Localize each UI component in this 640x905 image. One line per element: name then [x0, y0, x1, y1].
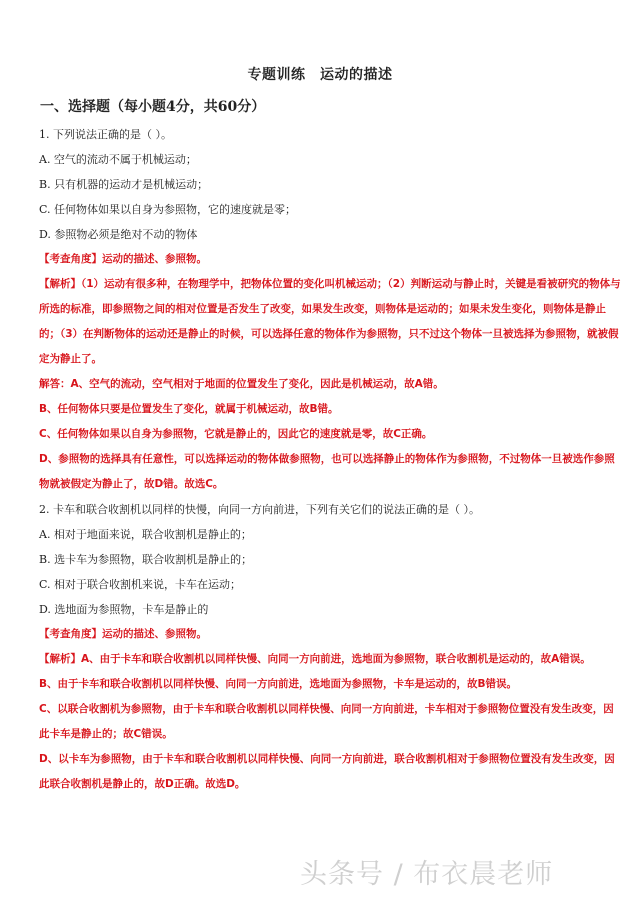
question-1-option-d: D. 参照物必须是绝对不动的物体 — [39, 228, 198, 241]
question-1-option-b: B. 只有机器的运动才是机械运动； — [39, 178, 209, 191]
question-2-option-b: B. 选卡车为参照物，联合收割机是静止的； — [39, 553, 253, 566]
section-heading: 一、选择题（每小题4分，共60分） — [40, 99, 266, 115]
question-1-solution-c: C、任何物体如果以自身为参照物，它就是静止的，因此它的速度就是零，故C正确。 — [39, 428, 433, 440]
question-1-solution-a: 解答：A、空气的流动，空气相对于地面的位置发生了变化，因此是机械运动，故A错。 — [39, 378, 444, 390]
analysis-label: 【解析】 — [39, 278, 81, 290]
question-2-exam-angle — [18, 622, 624, 647]
exam-angle-text: 运动的描述、参照物。 — [102, 628, 207, 640]
question-1-stem: 1. 下列说法正确的是（ ）。 — [39, 128, 172, 141]
document-body — [18, 122, 624, 797]
question-2-stem: 2. 卡车和联合收割机以同样的快慢，向同一方向前进，下列有关它们的说法正确的是（ ）。 — [39, 503, 480, 516]
exam-angle-label: 【考查角度】 — [39, 253, 102, 265]
exam-angle-text: 运动的描述、参照物。 — [102, 253, 207, 265]
question-2-solution-c: C、以联合收割机为参照物，由于卡车和联合收割机以同样快慢、向同一方向前进，卡车相对于参照物位置没有发生改变，因此卡车是静止的；故C错误。 — [39, 703, 614, 740]
question-2-option-d: D. 选地面为参照物，卡车是静止的 — [39, 603, 209, 616]
question-2-option-c: C. 相对于联合收割机来说，卡车在运动； — [39, 578, 242, 591]
question-1-exam-angle — [18, 247, 624, 272]
question-1-option-c: C. 任何物体如果以自身为参照物，它的速度就是零； — [39, 203, 297, 216]
analysis-text: （1）运动有很多种，在物理学中，把物体位置的变化叫机械运动；（2）判断运动与静止时，关键是看被研究的物体与所选的标准，即参照物之间的相对位置是否发生了改变，如果发生改变，则物体是运动的；如果未发生变化，则物体是静止的；（3）在判断物体的运动还是静止的时候，可以选择任意的物体作为参照物，只不过这个物体一旦被选择为参照物，就被假定为静止了。 — [39, 278, 621, 365]
question-2-option-a: A. 相对于地面来说，联合收割机是静止的； — [39, 528, 252, 541]
analysis-text: A、由于卡车和联合收割机以同样快慢、向同一方向前进，选地面为参照物，联合收割机是运动的，故A错误。 — [81, 653, 591, 665]
question-2-analysis — [18, 647, 624, 672]
question-1-solution-d: D、参照物的选择具有任意性，可以选择运动的物体做参照物，也可以选择静止的物体作为参照物，不过物体一旦被选作参照物就被假定为静止了，故D错。故选C。 — [39, 453, 615, 490]
question-1-analysis — [18, 272, 624, 372]
watermark: 头条号 / 布衣晨老师 — [300, 859, 554, 890]
exam-angle-label: 【考查角度】 — [39, 628, 102, 640]
question-1-solution-b: B、任何物体只要是位置发生了变化，就属于机械运动，故B错。 — [39, 403, 339, 415]
analysis-label: 【解析】 — [39, 653, 81, 665]
document-title: 专题训练 运动的描述 — [247, 67, 393, 83]
question-2-solution-b: B、由于卡车和联合收割机以同样快慢、向同一方向前进，选地面为参照物，卡车是运动的，故B错误。 — [39, 678, 518, 690]
question-2-solution-d: D、以卡车为参照物，由于卡车和联合收割机以同样快慢、向同一方向前进，联合收割机相对于参照物位置没有发生改变，因此联合收割机是静止的，故D正确。故选D。 — [39, 753, 615, 790]
question-1-option-a: A. 空气的流动不属于机械运动； — [39, 153, 197, 166]
